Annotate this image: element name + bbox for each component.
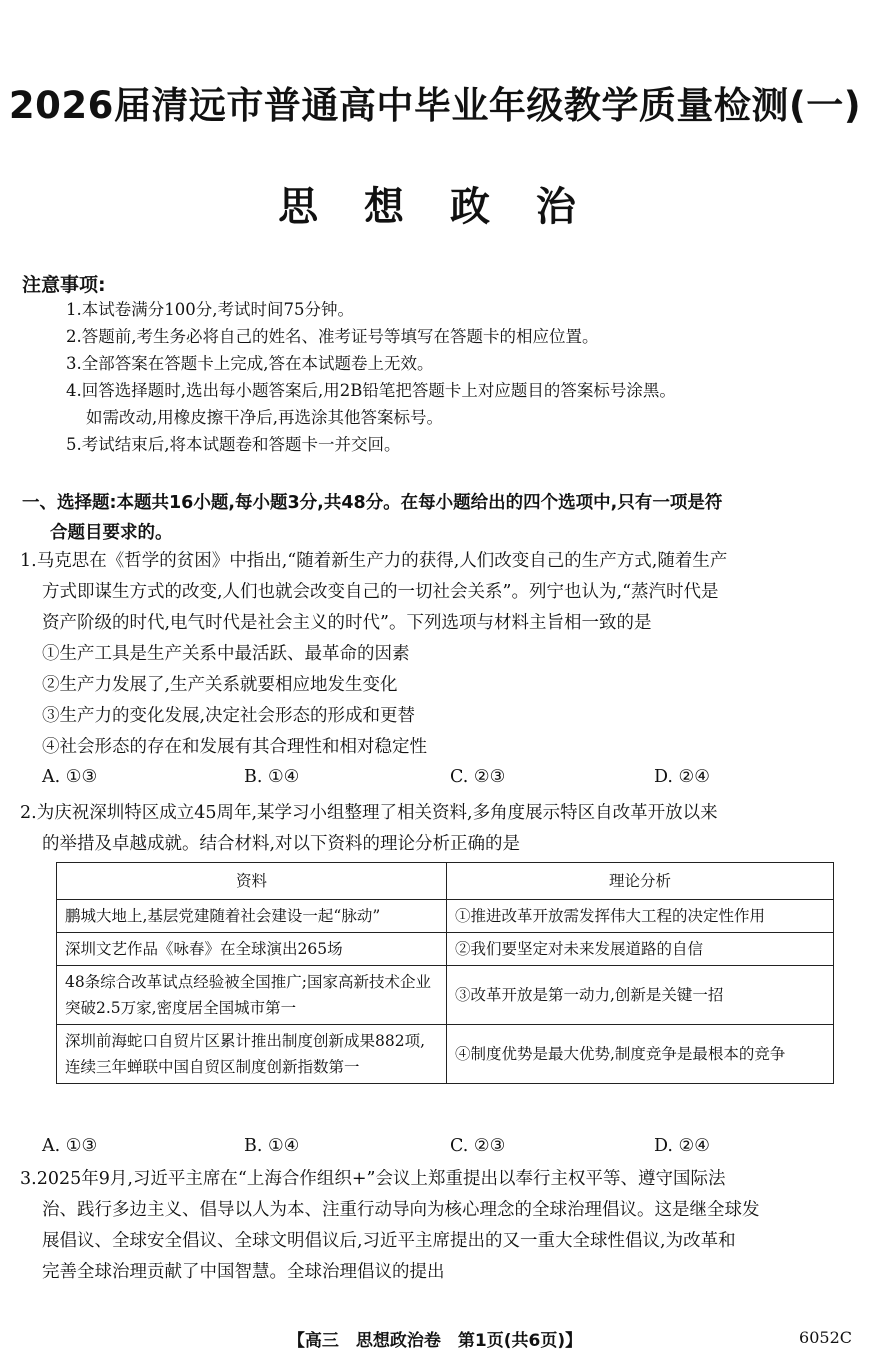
notice-heading: 注意事项:	[22, 274, 106, 296]
choice-c[interactable]: C. ②③	[450, 1136, 506, 1156]
question-1-choices	[42, 767, 842, 795]
question-1-statement: ①生产工具是生产关系中最活跃、最革命的因素	[42, 644, 410, 664]
notice-item: 1.本试卷满分100分,考试时间75分钟。	[66, 300, 354, 319]
question-2	[20, 798, 856, 860]
table-cell: ①推进改革开放需发挥伟大工程的决定性作用	[447, 900, 834, 933]
notice-list	[66, 296, 856, 458]
choice-a[interactable]: A. ①③	[42, 1136, 98, 1156]
choice-d[interactable]: D. ②④	[654, 1136, 710, 1156]
choice-d[interactable]: D. ②④	[654, 767, 710, 787]
section-line: 合题目要求的。	[50, 523, 173, 543]
table-cell: 深圳前海蛇口自贸片区累计推出制度创新成果882项,连续三年蝉联中国自贸区制度创新指数第一	[57, 1025, 447, 1084]
question-3	[20, 1164, 856, 1288]
question-1-stem-line: 1.马克思在《哲学的贫困》中指出,“随着新生产力的获得,人们改变自己的生产方式,随着生产	[20, 551, 728, 571]
question-3-stem-line: 展倡议、全球安全倡议、全球文明倡议后,习近平主席提出的又一重大全球性倡议,为改革和	[42, 1231, 736, 1251]
question-1-statement: ②生产力发展了,生产关系就要相应地发生变化	[42, 675, 398, 695]
notice-item: 4.回答选择题时,选出每小题答案后,用2B铅笔把答题卡上对应题目的答案标号涂黑。	[66, 381, 676, 400]
question-1-stem-line: 资产阶级的时代,电气时代是社会主义的时代”。下列选项与材料主旨相一致的是	[42, 613, 652, 633]
table-row	[57, 966, 834, 1025]
subject-title: 思 想 政 治	[278, 184, 592, 230]
exam-title: 2026届清远市普通高中毕业年级教学质量检测(一)	[8, 84, 862, 127]
notice-item: 2.答题前,考生务必将自己的姓名、准考证号等填写在答题卡的相应位置。	[66, 327, 599, 346]
table-header-row	[57, 863, 834, 900]
question-2-stem-line: 2.为庆祝深圳特区成立45周年,某学习小组整理了相关资料,多角度展示特区自改革开放以来	[20, 803, 718, 823]
page-footer: 【高三 思想政治卷 第1页(共6页)】	[287, 1331, 583, 1351]
table-header: 理论分析	[447, 863, 834, 900]
choice-a[interactable]: A. ①③	[42, 767, 98, 787]
table-header: 资料	[57, 863, 447, 900]
table-row	[57, 1025, 834, 1084]
section-line: 一、选择题:本题共16小题,每小题3分,共48分。在每小题给出的四个选项中,只有一项是符	[22, 493, 723, 513]
table-row	[57, 933, 834, 966]
choice-b[interactable]: B. ①④	[244, 767, 300, 787]
notice-item-continuation: 如需改动,用橡皮擦干净后,再选涂其他答案标号。	[86, 408, 443, 427]
question-2-choices	[42, 1136, 842, 1164]
question-3-stem-line: 3.2025年9月,习近平主席在“上海合作组织+”会议上郑重提出以奉行主权平等、遵守国际法	[20, 1169, 726, 1189]
choice-b[interactable]: B. ①④	[244, 1136, 300, 1156]
table-cell: 鹏城大地上,基层党建随着社会建设一起“脉动”	[57, 900, 447, 933]
notice-item: 5.考试结束后,将本试题卷和答题卡一并交回。	[66, 435, 401, 454]
paper-code: 6052C	[799, 1328, 852, 1347]
question-1	[20, 546, 856, 763]
notice-item: 3.全部答案在答题卡上完成,答在本试题卷上无效。	[66, 354, 434, 373]
question-1-statement: ③生产力的变化发展,决定社会形态的形成和更替	[42, 706, 416, 726]
question-1-statement: ④社会形态的存在和发展有其合理性和相对稳定性	[42, 737, 427, 757]
choice-c[interactable]: C. ②③	[450, 767, 506, 787]
table-cell: 深圳文艺作品《咏春》在全球演出265场	[57, 933, 447, 966]
table-cell: ④制度优势是最大优势,制度竞争是最根本的竞争	[447, 1025, 834, 1084]
question-1-stem-line: 方式即谋生方式的改变,人们也就会改变自己的一切社会关系”。列宁也认为,“蒸汽时代是	[42, 582, 719, 602]
table-cell: ③改革开放是第一动力,创新是关键一招	[447, 966, 834, 1025]
table-row	[57, 900, 834, 933]
table-cell: 48条综合改革试点经验被全国推广;国家高新技术企业突破2.5万家,密度居全国城市第一	[57, 966, 447, 1025]
material-table	[56, 862, 834, 1084]
question-3-stem-line: 完善全球治理贡献了中国智慧。全球治理倡议的提出	[42, 1262, 445, 1282]
section-heading	[22, 488, 852, 548]
question-3-stem-line: 治、践行多边主义、倡导以人为本、注重行动导向为核心理念的全球治理倡议。这是继全球发	[42, 1200, 760, 1220]
table-cell: ②我们要坚定对未来发展道路的自信	[447, 933, 834, 966]
question-2-stem-line: 的举措及卓越成就。结合材料,对以下资料的理论分析正确的是	[42, 834, 521, 854]
